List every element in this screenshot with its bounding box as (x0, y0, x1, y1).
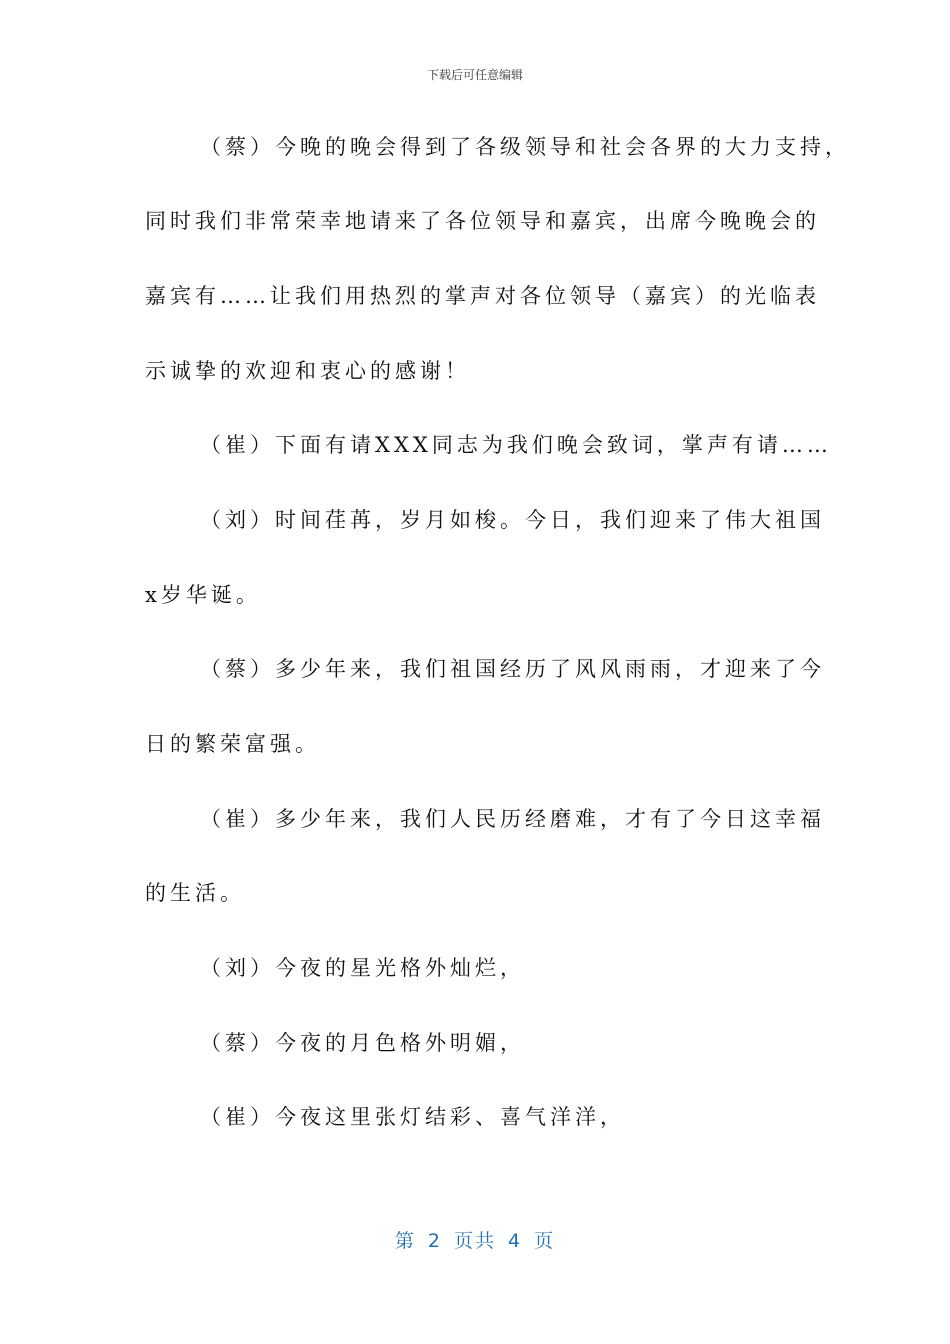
paragraph-line: 示诚挚的欢迎和衷心的感谢！ (145, 359, 470, 383)
footer-total-pages: 4 (508, 1230, 523, 1252)
paragraph-line: （蔡）今夜的月色格外明媚， (200, 1031, 525, 1055)
paragraph-line: （蔡）今晚的晚会得到了各级领导和社会各界的大力支持， (200, 135, 850, 159)
paragraph-line: （刘）今夜的星光格外灿烂， (200, 956, 525, 980)
footer-word-page: 第 (394, 1230, 416, 1252)
paragraph-line: （崔）今夜这里张灯结彩、喜气洋洋， (200, 1105, 625, 1129)
paragraph-line: x岁华诞。 (145, 583, 261, 607)
paragraph-line: （蔡）多少年来，我们祖国经历了风风雨雨，才迎来了今 (200, 657, 825, 681)
footer-word-total: 页共 (453, 1230, 496, 1252)
paragraph-line: （刘）时间荏苒，岁月如梭。今日，我们迎来了伟大祖国 (200, 508, 825, 532)
paragraph-line: （崔）下面有请XXX同志为我们晚会致词，掌声有请…… (200, 433, 832, 457)
paragraph-line: 的生活。 (145, 881, 245, 905)
page-footer (0, 1226, 950, 1253)
paragraph-line: 嘉宾有……让我们用热烈的掌声对各位领导（嘉宾）的光临表 (145, 284, 820, 308)
footer-word-end: 页 (534, 1230, 556, 1252)
page-header: 下载后可任意编辑 (426, 68, 523, 82)
footer-current-page: 2 (427, 1230, 442, 1252)
paragraph-line: （崔）多少年来，我们人民历经磨难，才有了今日这幸福 (200, 807, 825, 831)
paragraph-line: 同时我们非常荣幸地请来了各位领导和嘉宾，出席今晚晚会的 (145, 209, 820, 233)
paragraph-line: 日的繁荣富强。 (145, 732, 320, 756)
